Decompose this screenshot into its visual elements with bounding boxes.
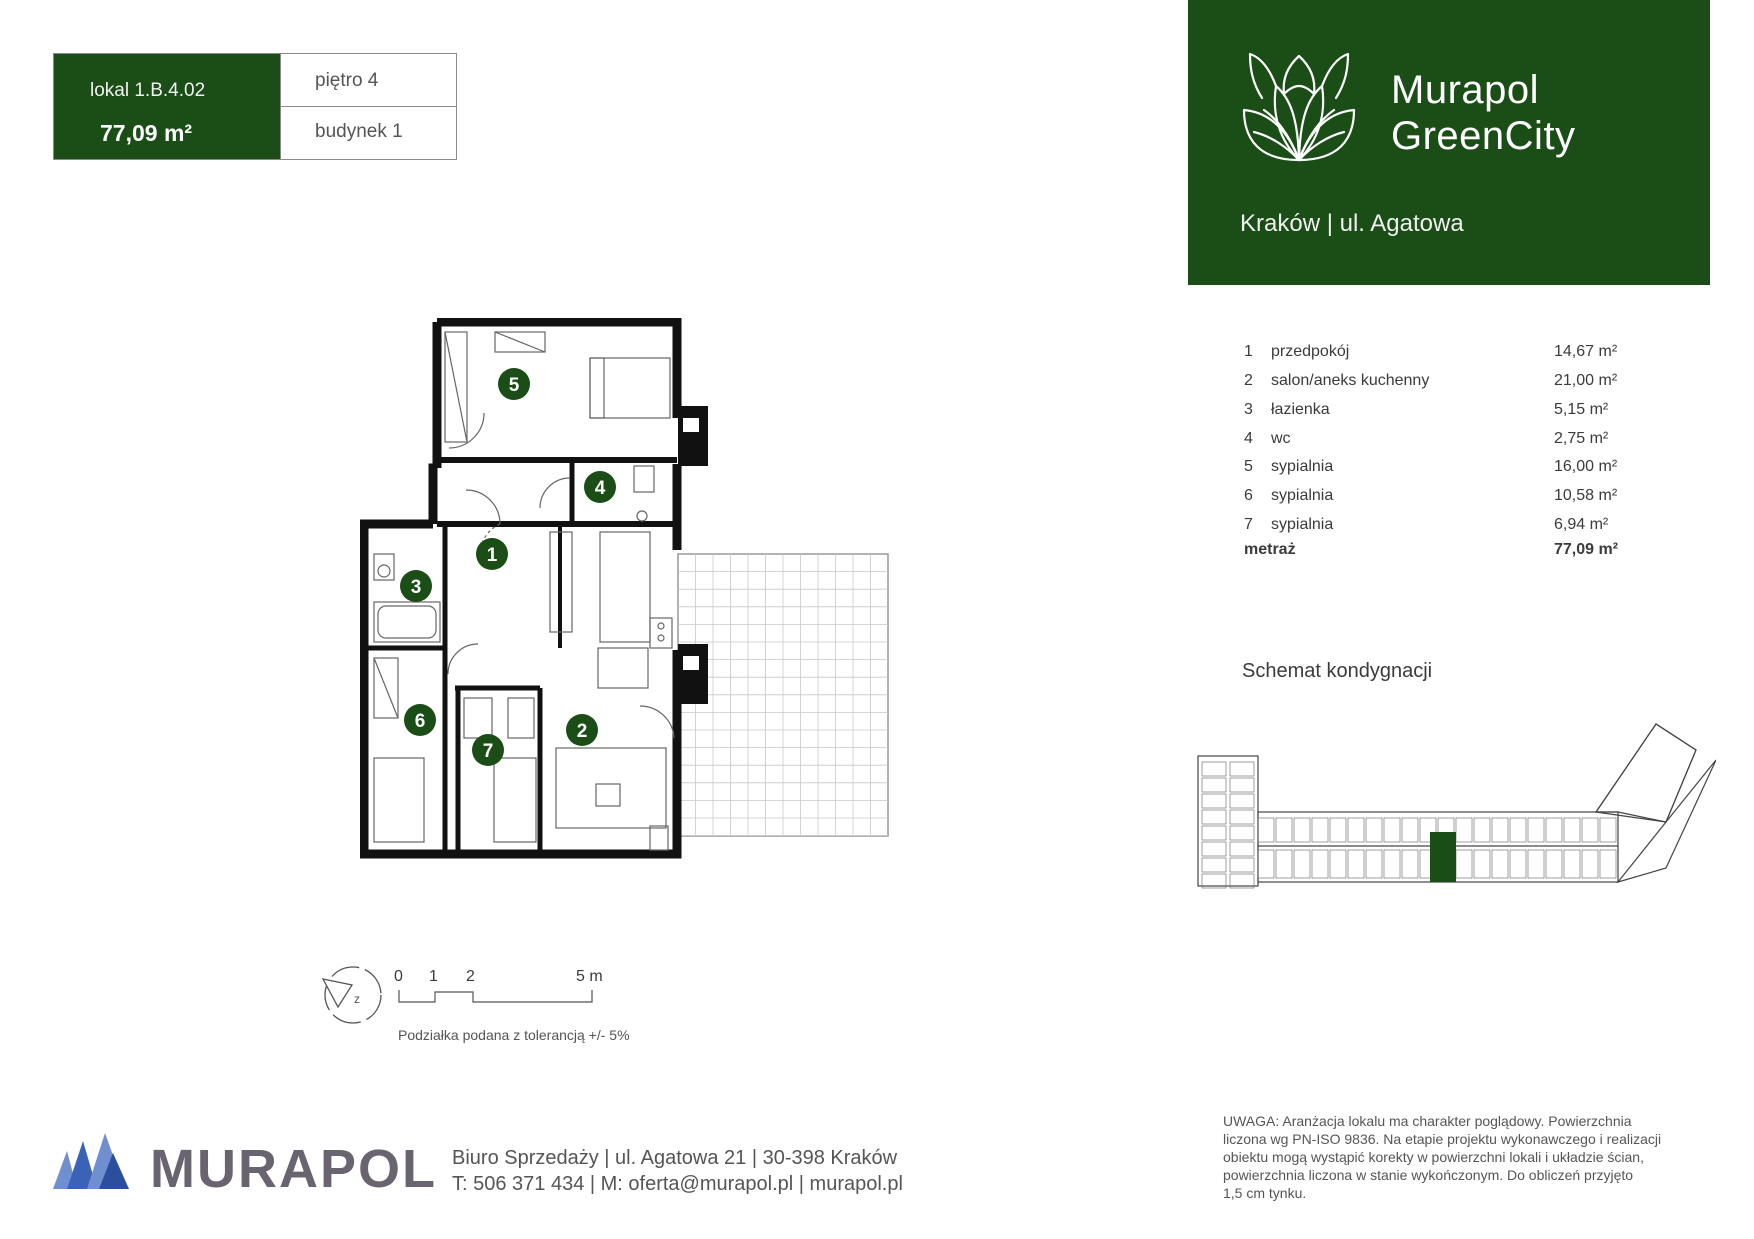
scale-tick-1: 1 (429, 968, 438, 985)
scale-note: Podziałka podana z tolerancją +/- 5% (398, 1027, 630, 1043)
floor-label: piętro 4 (315, 70, 379, 91)
unit-info-box (53, 53, 457, 160)
svg-text:2: 2 (576, 721, 588, 742)
room-row (1244, 430, 1624, 454)
notice-line: 1,5 cm tynku. (1223, 1185, 1307, 1201)
scale-tick-2: 2 (466, 968, 475, 985)
floor-cell (280, 54, 456, 107)
company-wordmark: MURAPOL (150, 1139, 437, 1199)
terrace-grid (678, 554, 888, 836)
floor-schema-diagram (1196, 720, 1716, 900)
room-row (1244, 487, 1624, 511)
svg-text:7: 7 (482, 741, 494, 762)
notice-line: liczona wg PN-ISO 9836. Na etapie projektu wykonawczego i realizacji (1223, 1131, 1662, 1147)
murapol-logo-icon (53, 1133, 129, 1189)
unit-location-highlight (1430, 832, 1456, 882)
room-row (1244, 343, 1624, 367)
room-area: 21,00 m² (1554, 372, 1618, 389)
floor-schema-title: Schemat kondygnacji (1242, 660, 1433, 682)
room-number: 1 (1244, 343, 1253, 360)
svg-text:5: 5 (508, 375, 520, 396)
room-area: 2,75 m² (1554, 430, 1609, 447)
room-name: łazienka (1271, 401, 1330, 418)
svg-text:1: 1 (486, 545, 498, 566)
room-row (1244, 458, 1624, 482)
room-area: 14,67 m² (1554, 343, 1618, 360)
scale-bar (398, 988, 594, 1004)
brand-panel (1188, 0, 1710, 285)
room-name: wc (1271, 430, 1291, 447)
room-marker-6 (404, 704, 436, 736)
brand-name-line1: Murapol (1391, 68, 1540, 112)
wall-gap (683, 656, 699, 670)
svg-text:3: 3 (410, 577, 422, 598)
total-area-label: metraż (1244, 541, 1296, 558)
unit-area: 77,09 m² (100, 120, 193, 146)
wall-pier (678, 406, 708, 466)
building-cell (280, 107, 456, 159)
north-arrow-icon (318, 963, 388, 1027)
room-number: 4 (1244, 430, 1253, 447)
building-label: budynek 1 (315, 121, 403, 142)
total-area-value: 77,09 m² (1554, 541, 1619, 558)
room-marker-4 (584, 471, 616, 503)
room-number: 6 (1244, 487, 1253, 504)
svg-text:z: z (354, 992, 360, 1006)
room-name: sypialnia (1271, 516, 1334, 533)
room-number: 3 (1244, 401, 1253, 418)
sales-office-contact: T: 506 371 434 | M: oferta@murapol.pl | murapol.pl (452, 1173, 903, 1195)
room-name: przedpokój (1271, 343, 1350, 360)
inner-walls (364, 460, 677, 854)
room-row (1244, 401, 1624, 425)
floor-plan (360, 318, 900, 866)
svg-text:6: 6 (414, 711, 426, 732)
room-marker-5 (498, 368, 530, 400)
scale-tick-5: 5 m (576, 968, 603, 985)
room-marker-2 (566, 714, 598, 746)
wall-gap (683, 418, 699, 432)
room-number: 5 (1244, 458, 1253, 475)
unit-label: lokal 1.B.4.02 (90, 80, 206, 101)
scale-tick-0: 0 (394, 968, 403, 985)
room-row (1244, 372, 1624, 396)
notice-line: obiektu mogą wystąpić korekty w powierzchni lokali i układzie ścian, (1223, 1149, 1644, 1165)
room-row (1244, 516, 1624, 540)
sales-office-address: Biuro Sprzedaży | ul. Agatowa 21 | 30-398 Kraków (452, 1147, 898, 1169)
room-marker-1 (476, 538, 508, 570)
room-number: 7 (1244, 516, 1253, 533)
room-name: salon/aneks kuchenny (1271, 372, 1430, 389)
tulip-logo-icon (1240, 48, 1358, 164)
notice-line: UWAGA: Aranżacja lokalu ma charakter poglądowy. Powierzchnia (1223, 1113, 1632, 1129)
room-name: sypialnia (1271, 487, 1334, 504)
room-marker-7 (472, 734, 504, 766)
room-number: 2 (1244, 372, 1253, 389)
room-area: 5,15 m² (1554, 401, 1609, 418)
room-area: 6,94 m² (1554, 516, 1609, 533)
brand-name-line2: GreenCity (1391, 114, 1576, 158)
wall-pier (678, 644, 708, 704)
room-name: sypialnia (1271, 458, 1334, 475)
room-marker-3 (400, 570, 432, 602)
svg-text:4: 4 (594, 478, 606, 499)
room-area: 10,58 m² (1554, 487, 1618, 504)
unit-id-panel (54, 54, 280, 159)
room-area: 16,00 m² (1554, 458, 1618, 475)
brand-location: Kraków | ul. Agatowa (1240, 210, 1464, 237)
disclaimer-notice (1223, 1112, 1713, 1202)
notice-line: powierzchnia liczona w stanie wykończonym. Do obliczeń przyjęto (1223, 1167, 1634, 1183)
